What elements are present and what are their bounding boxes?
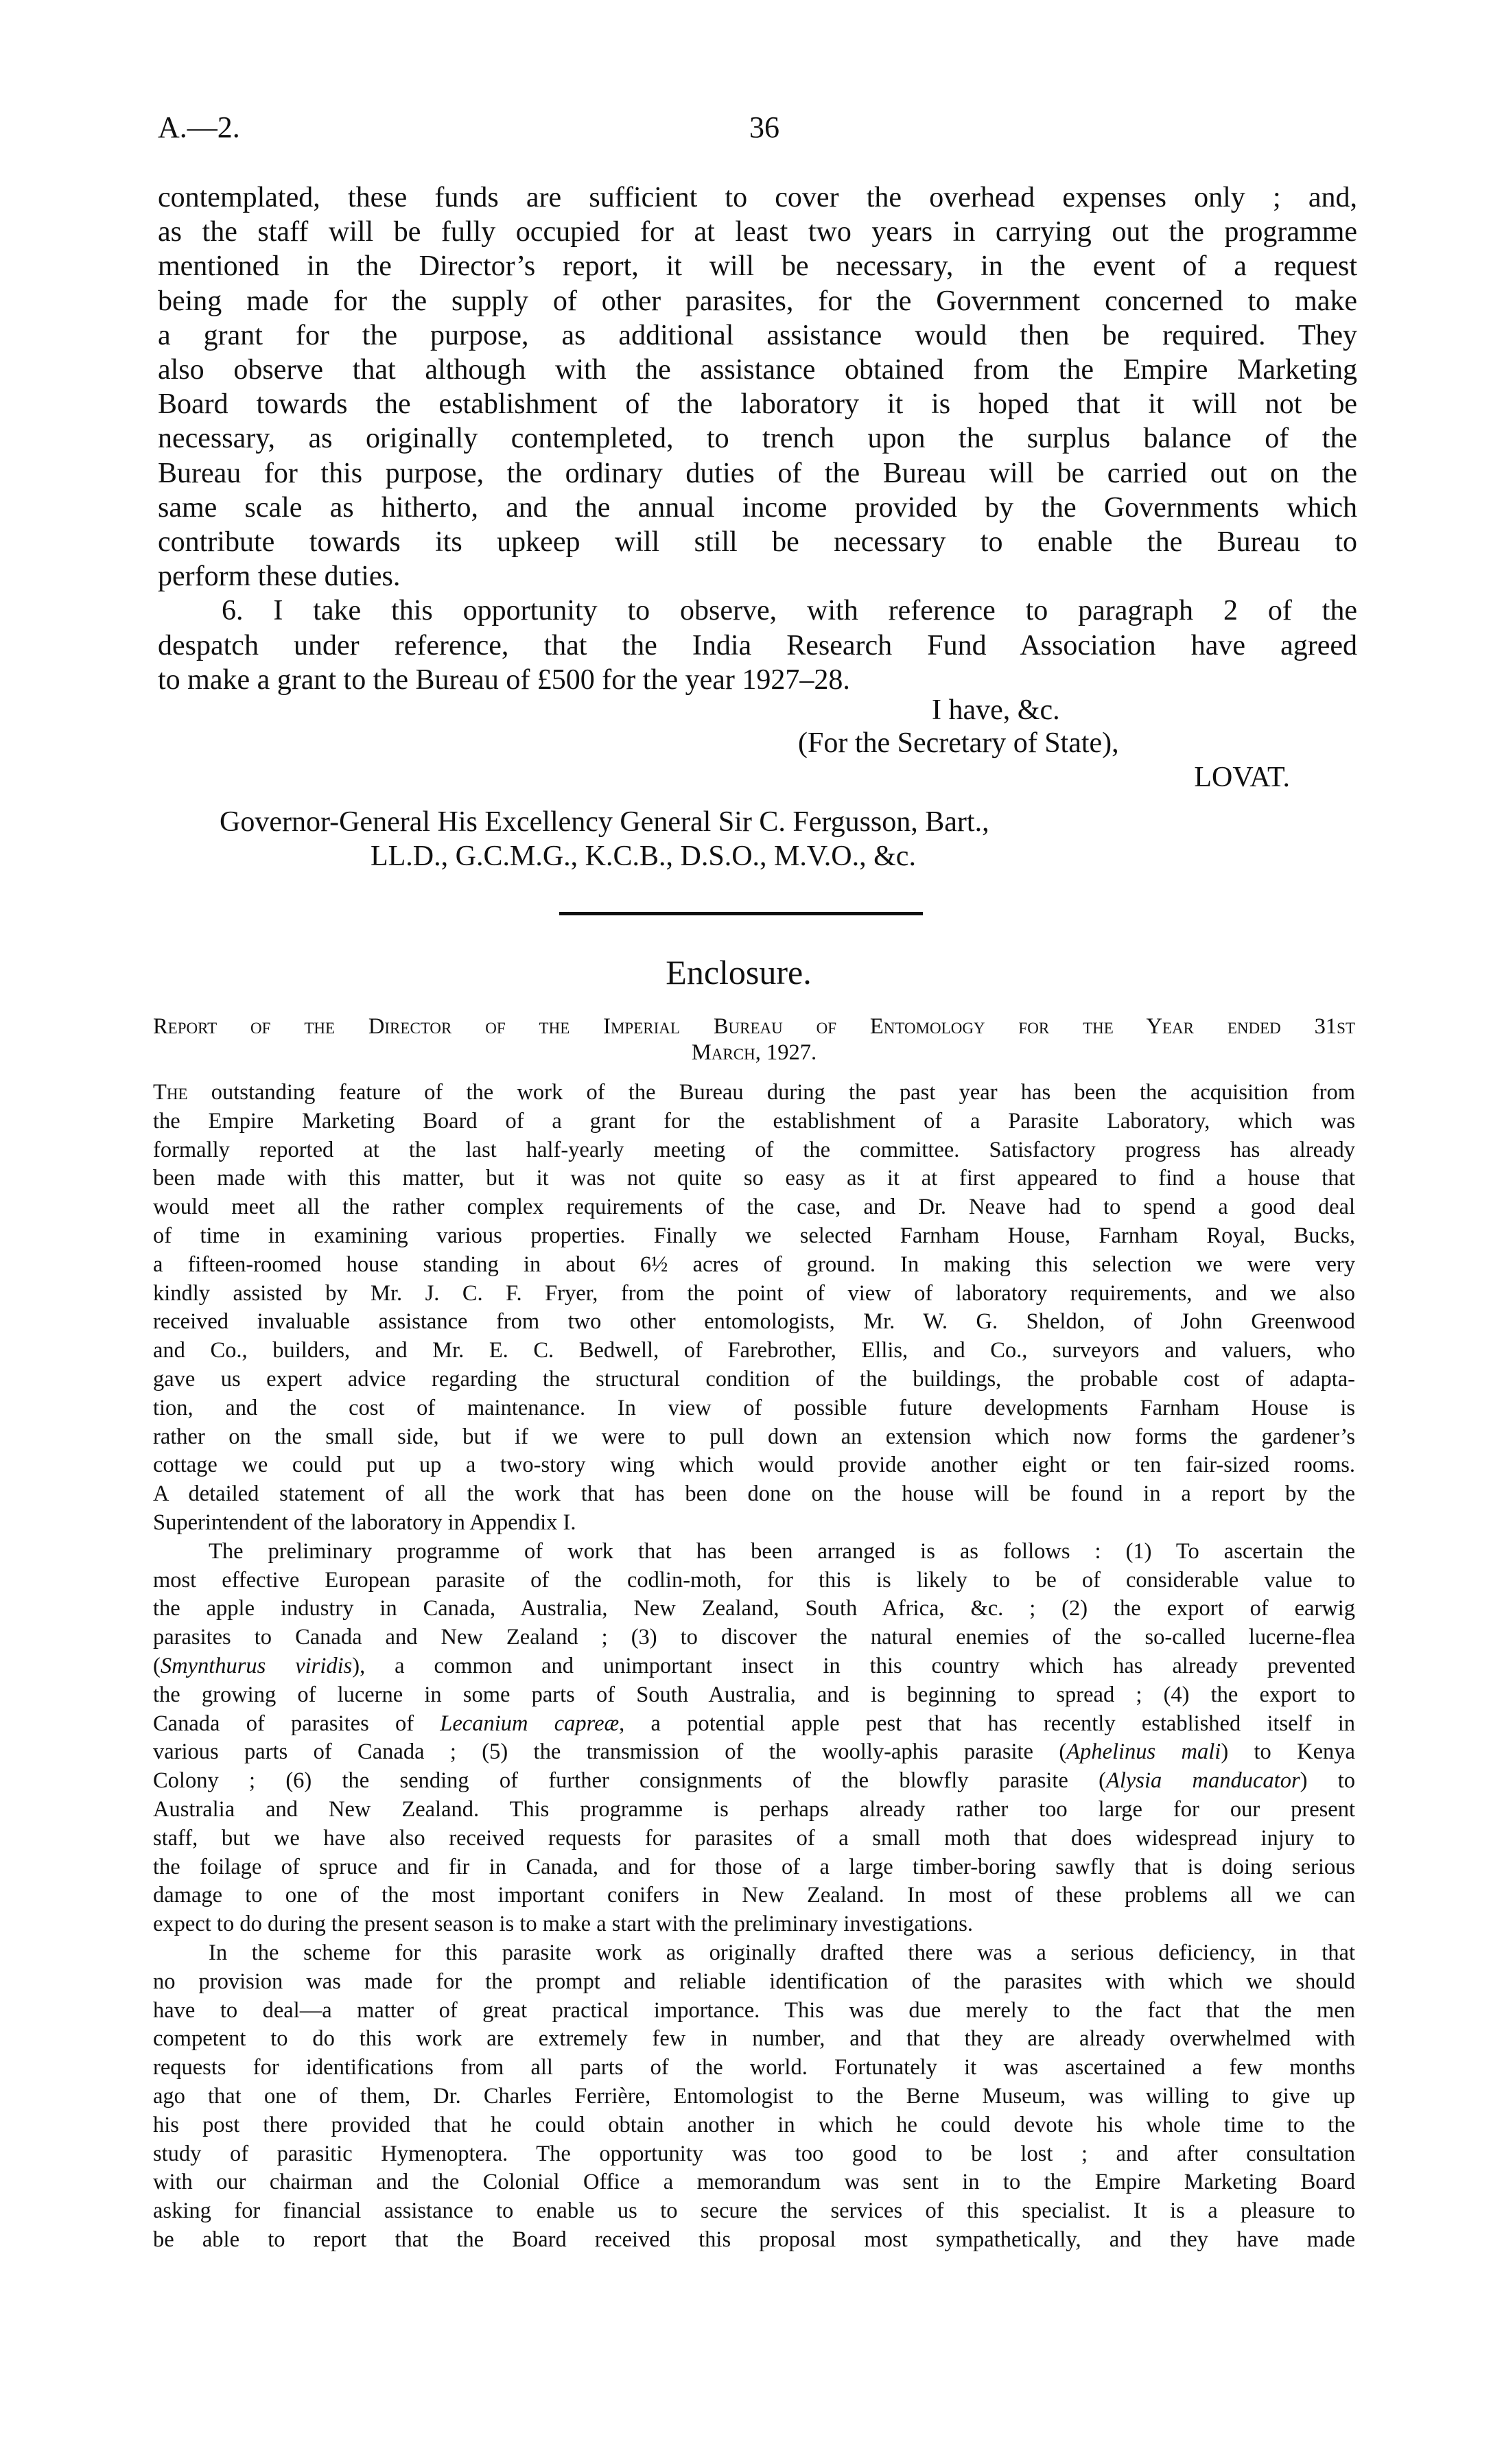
text-line: no provision was made for the prompt and reliable identification of the parasites with which we should <box>153 1969 1355 1994</box>
signature: LOVAT. <box>1194 762 1290 793</box>
text-segment: , a potential apple pest that has recently established itself in <box>619 1711 1355 1736</box>
text-line: formally reported at the last half-yearly meeting of the committee. Satisfactory progress has already <box>153 1137 1355 1162</box>
text-line: been made with this matter, but it was not quite so easy as it at first appeared to find a house that <box>153 1166 1355 1191</box>
italic-species-name: Lecanium capreæ <box>440 1711 620 1736</box>
text-line: contemplated, these funds are sufficient to cover the overhead expenses only ; and, <box>158 182 1357 213</box>
text-line: the Empire Marketing Board of a grant for the establishment of a Parasite Laboratory, which was <box>153 1108 1355 1134</box>
text-line: study of parasitic Hymenoptera. The opportunity was too good to be lost ; and after consultation <box>153 2141 1355 2166</box>
text-segment: ), a common and unimportant insect in this country which has already prevented <box>352 1654 1355 1678</box>
text-line: cottage we could put up a two-story wing which would provide another eight or ten fair-sized rooms. <box>153 1453 1355 1478</box>
closing-greeting: I have, &c. <box>932 694 1060 726</box>
text-line: also observe that although with the assistance obtained from the Empire Marketing <box>158 354 1357 386</box>
text-line: In the scheme for this parasite work as originally drafted there was a serious deficiency, in that <box>209 1940 1355 1965</box>
text-line: Superintendent of the laboratory in Appendix I. <box>153 1510 576 1535</box>
text-line: a fifteen-roomed house standing in about 6½ acres of ground. In making this selection we were very <box>153 1252 1355 1277</box>
text-line: mentioned in the Director’s report, it will be necessary, in the event of a request <box>158 250 1357 283</box>
text-segment: Canada of parasites of <box>153 1711 441 1736</box>
text-line: Board towards the establishment of the laboratory it is hoped that it will not be <box>158 388 1357 421</box>
text-line: contribute towards its upkeep will still be necessary to enable the Bureau to <box>158 526 1357 558</box>
enclosure-title: Enclosure. <box>666 953 812 992</box>
text-line: expect to do during the present season is to make a start with the preliminary investigations. <box>153 1912 973 1937</box>
text-line: and Co., builders, and Mr. E. C. Bedwell, of Farebrother, Ellis, and Co., surveyors and valuers, who <box>153 1338 1355 1363</box>
closing-on-behalf: (For the Secretary of State), <box>798 727 1119 759</box>
text-line: staff, but we have also received requests for parasites of a small moth that does widespread injury to <box>153 1825 1355 1851</box>
text-line: the foilage of spruce and fir in Canada, and for those of a large timber-boring sawfly that is doing serious <box>153 1854 1355 1879</box>
text-line: Australia and New Zealand. This programme is perhaps already rather too large for our present <box>153 1797 1355 1822</box>
text-line: despatch under reference, that the India Research Fund Association have agreed <box>158 629 1357 661</box>
text-line: have to deal—a matter of great practical importance. This was due merely to the fact that the men <box>153 1997 1355 2023</box>
text-line: 6. I take this opportunity to observe, with reference to paragraph 2 of the <box>222 595 1357 627</box>
text-line: would meet all the rather complex requirements of the case, and Dr. Neave had to spend a good deal <box>153 1195 1355 1220</box>
text-line: received invaluable assistance from two other entomologists, Mr. W. G. Sheldon, of John Greenwood <box>153 1309 1355 1335</box>
text-line: the apple industry in Canada, Australia, New Zealand, South Africa, &c. ; (2) the export of earwig <box>153 1596 1355 1621</box>
text-line: gave us expert advice regarding the structural condition of the buildings, the probable cost of adapta- <box>153 1367 1355 1392</box>
text-line: kindly assisted by Mr. J. C. F. Fryer, from the point of view of laboratory requirements, and we also <box>153 1280 1355 1306</box>
text-line: with our chairman and the Colonial Office a memorandum was sent in to the Empire Marketing Board <box>153 2170 1355 2195</box>
text-line: ago that one of them, Dr. Charles Ferrière, Entomologist to the Berne Museum, was willing to give up <box>153 2084 1355 2109</box>
text-line: a grant for the purpose, as additional assistance would then be required. They <box>158 319 1357 351</box>
text-line <box>153 1078 1355 1107</box>
text-line: damage to one of the most important conifers in New Zealand. In most of these problems all we can <box>153 1883 1355 1908</box>
italic-species-name: Alysia manducator <box>1105 1768 1300 1794</box>
text-line: same scale as hitherto, and the annual income provided by the Governments which <box>158 491 1357 524</box>
italic-species-name: Smynthurus viridis <box>160 1654 353 1678</box>
text-segment: outstanding feature of the work of the Bureau during the past year has been the acquisition from <box>187 1080 1355 1105</box>
text-line: necessary, as originally contempleted, to trench upon the surplus balance of the <box>158 423 1357 455</box>
text-line <box>153 1766 1355 1795</box>
text-line: tion, and the cost of maintenance. In view of possible future developments Farnham House is <box>153 1395 1355 1420</box>
text-segment: Colony ; (6) the sending of further consignments of the blowfly parasite ( <box>153 1768 1106 1794</box>
text-line: the growing of lucerne in some parts of South Australia, and is beginning to spread ; (4) the export to <box>153 1682 1355 1707</box>
text-line: Bureau for this purpose, the ordinary duties of the Bureau will be carried out on the <box>158 457 1357 489</box>
text-line: being made for the supply of other parasites, for the Government concerned to make <box>158 285 1357 317</box>
text-line: as the staff will be fully occupied for at least two years in carrying out the programme <box>158 216 1357 248</box>
text-line: The preliminary programme of work that has been arranged is as follows : (1) To ascertain the <box>209 1538 1355 1564</box>
text-line: asking for financial assistance to enable us to secure the services of this specialist. It is a pleasure to <box>153 2198 1355 2224</box>
addressee-line: Governor-General His Excellency General Sir C. Fergusson, Bart., <box>220 806 989 838</box>
text-segment: ( <box>153 1654 161 1678</box>
section-divider <box>559 912 923 915</box>
text-line: rather on the small side, but if we were to pull down an extension which now forms the gardener’s <box>153 1424 1355 1449</box>
text-line: perform these duties. <box>158 561 401 593</box>
text-segment: ) to <box>1300 1768 1355 1794</box>
report-title-line: March, 1927. <box>691 1040 817 1065</box>
report-title-line: Report of the Director of the Imperial Bureau of Entomology for the Year ended 31st <box>153 1014 1355 1039</box>
text-line: parasites to Canada and New Zealand ; (3) to discover the natural enemies of the so-called lucerne-flea <box>153 1625 1355 1650</box>
text-line: of time in examining various properties. Finally we selected Farnham House, Farnham Royal, Bucks, <box>153 1223 1355 1248</box>
text-segment: various parts of Canada ; (5) the transmission of the woolly-aphis parasite ( <box>153 1739 1067 1765</box>
small-caps-word: The <box>153 1080 188 1105</box>
text-line: competent to do this work are extremely few in number, and that they are already overwhelmed with <box>153 2026 1355 2052</box>
text-line: most effective European parasite of the codlin-moth, for this is likely to be of considerable value to <box>153 1567 1355 1593</box>
italic-species-name: Aphelinus mali <box>1066 1739 1221 1765</box>
text-segment: ) to Kenya <box>1221 1739 1355 1765</box>
text-line: his post there provided that he could obtain another in which he could devote his whole time to the <box>153 2112 1355 2137</box>
text-line <box>153 1709 1355 1738</box>
text-line <box>153 1737 1355 1766</box>
addressee-line: LL.D., G.C.M.G., K.C.B., D.S.O., M.V.O., &c. <box>371 841 916 872</box>
text-line: A detailed statement of all the work that has been done on the house will be found in a report by the <box>153 1481 1355 1507</box>
text-line: requests for identifications from all parts of the world. Fortunately it was ascertained a few months <box>153 2055 1355 2080</box>
text-line: to make a grant to the Bureau of £500 for the year 1927–28. <box>158 664 850 696</box>
text-line <box>153 1652 1355 1680</box>
section-code: A.—2. <box>158 110 240 144</box>
page-number: 36 <box>749 110 779 144</box>
text-line: be able to report that the Board received this proposal most sympathetically, and they have made <box>153 2227 1355 2252</box>
